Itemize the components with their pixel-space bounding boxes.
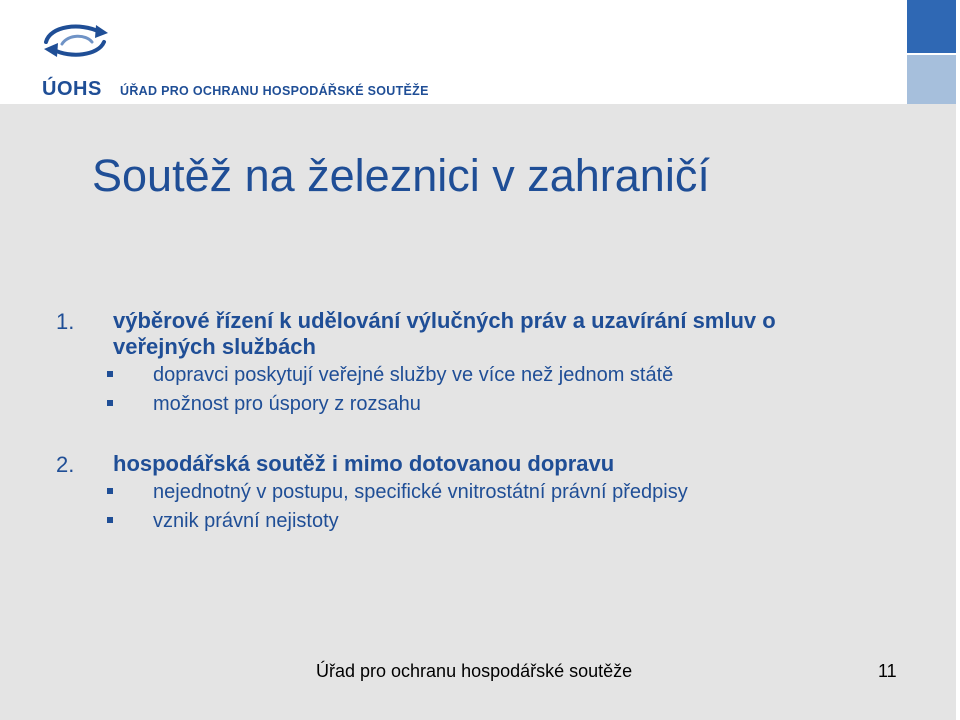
right-edge-strip	[956, 0, 960, 720]
corner-block-dark	[907, 0, 956, 53]
section-2-number: 2.	[56, 452, 75, 477]
header-band	[0, 0, 960, 104]
bullet-square-icon	[107, 517, 113, 523]
logo-arrows-icon	[40, 20, 112, 60]
uohs-logo	[40, 20, 429, 100]
bullet-square-icon	[107, 400, 113, 406]
logo-wordmark: ÚOHS	[42, 78, 102, 100]
section-1-number: 1.	[56, 309, 75, 334]
section-2-bullet-2: vznik právní nejistoty	[153, 510, 339, 532]
section-1-bullet-1: dopravci poskytují veřejné služby ve více než jednom státě	[153, 364, 674, 386]
section-1-heading-line2: veřejných službách	[113, 334, 316, 359]
logo-tagline: ÚŘAD PRO OCHRANU HOSPODÁŘSKÉ SOUTĚŽE	[120, 84, 429, 98]
slide-title: Soutěž na železnici v zahraničí	[92, 150, 710, 201]
footer-organization: Úřad pro ochranu hospodářské soutěže	[316, 661, 633, 681]
section-2-heading: hospodářská soutěž i mimo dotovanou dopravu	[113, 451, 615, 476]
bullet-square-icon	[107, 371, 113, 377]
bullet-square-icon	[107, 488, 113, 494]
section-1-bullet-2: možnost pro úspory z rozsahu	[153, 393, 421, 415]
section-1-heading-line1: výběrové řízení k udělování výlučných práv a uzavírání smluv o	[113, 308, 776, 333]
page-number: 11	[878, 661, 897, 681]
section-2-bullet-1: nejednotný v postupu, specifické vnitrostátní právní předpisy	[153, 481, 688, 503]
corner-block-light	[907, 55, 956, 104]
